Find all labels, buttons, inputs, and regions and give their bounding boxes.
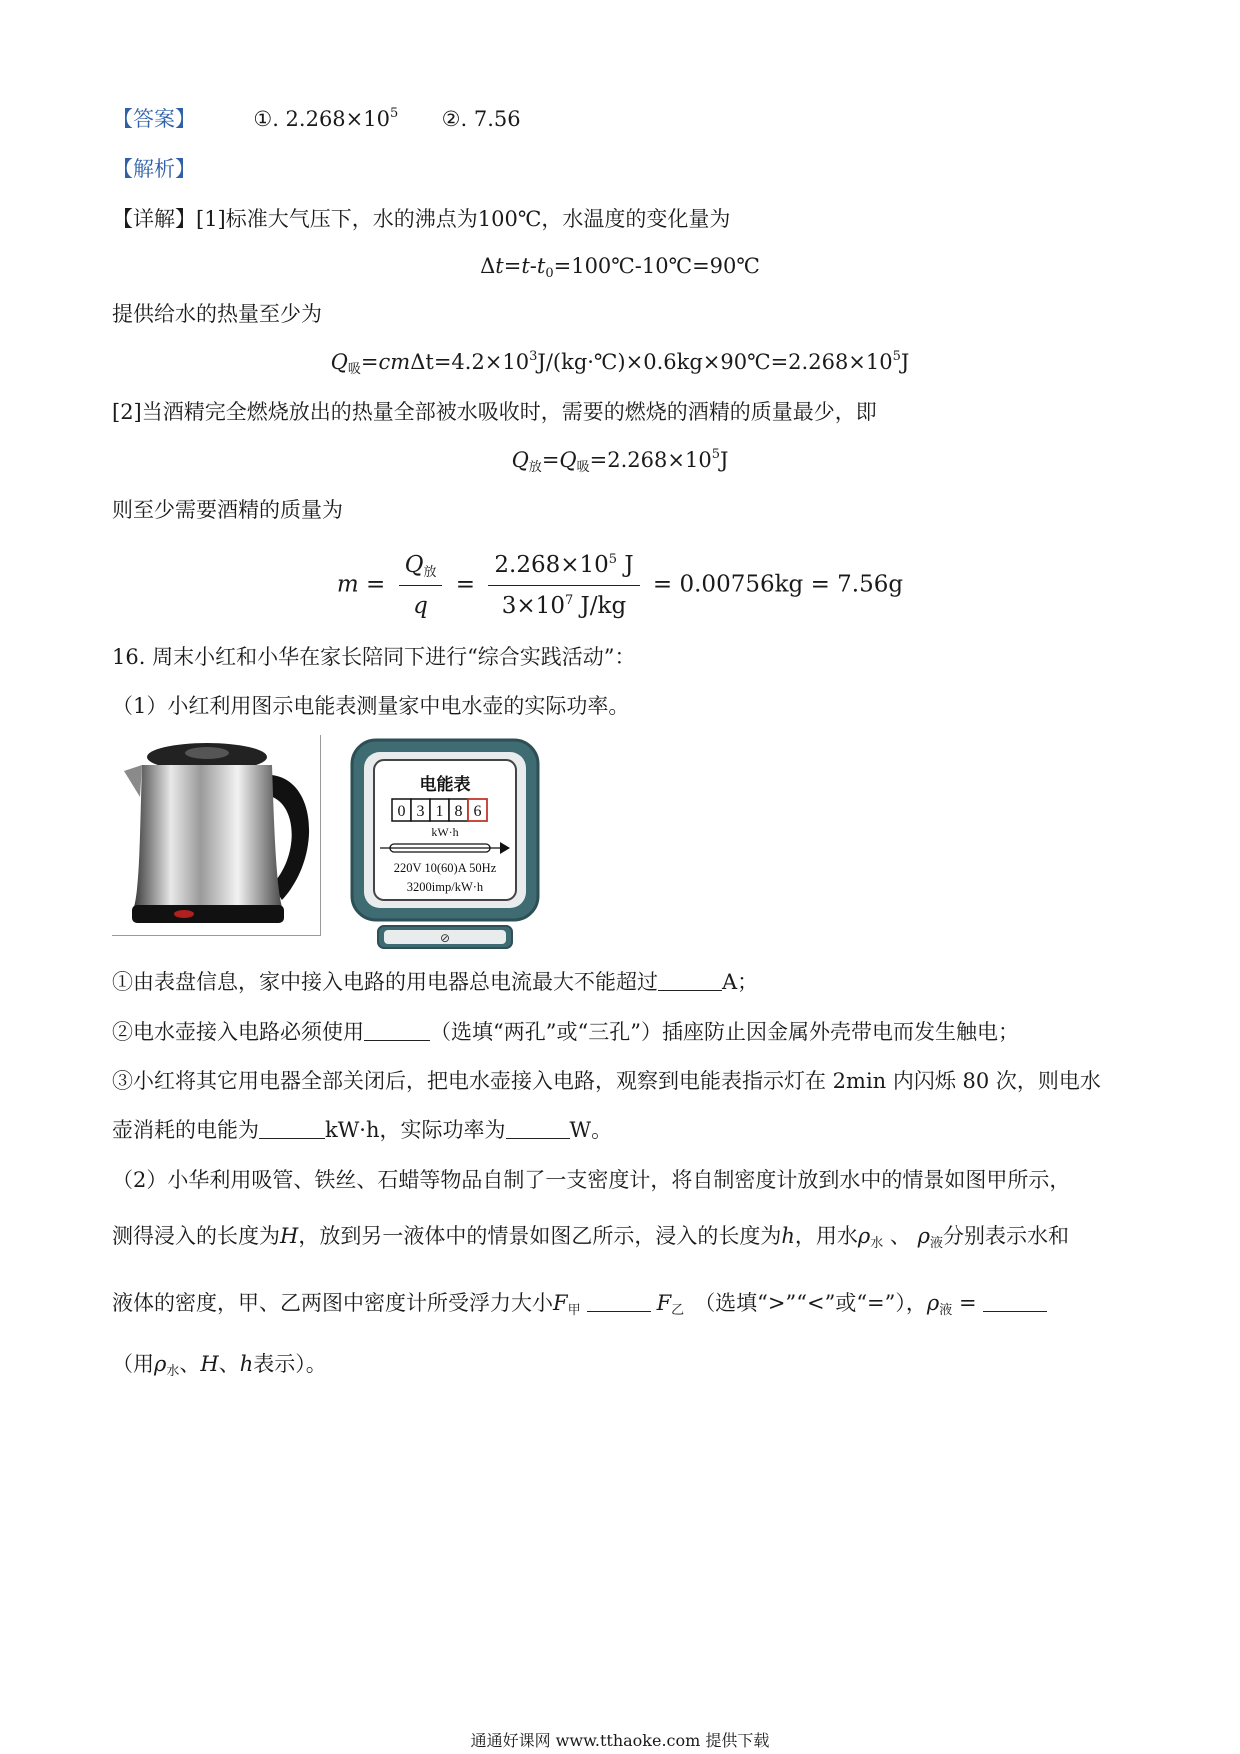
answer-label: 【答案】 [112, 107, 196, 131]
electric-energy-meter [350, 738, 540, 955]
detail-paragraph-3: [2]当酒精完全燃烧放出的热量全部被水吸收时，需要的燃烧的酒精的质量最少，即 [112, 400, 877, 424]
meter-digit: 6 [473, 803, 482, 820]
meter-unit: kW·h [431, 825, 459, 839]
question-16-part-2-line-4: （用$\rho_水$、H、h表示）。 [112, 1352, 327, 1379]
answer-blank[interactable] [983, 1289, 1047, 1312]
meter-digit: 8 [454, 803, 463, 820]
question-16-1-item-1: ①由表盘信息，家中接入电路的用电器总电流最大不能超过 A； [112, 970, 759, 994]
equation-heat-absorbed: $Q_吸=cm\Delta t=4.2\times 10^3J/(kg\cdot℃)\times 0.6kg\times 90℃=2.268\times 10^5J$ [330, 349, 910, 377]
question-16-part-2-line-2: 测得浸入的长度为H，放到另一液体中的情景如图乙所示，浸入的长度为h，用水$\rho_水$ 、 $\rho_液$分别表示水和 [112, 1224, 1069, 1251]
fraction-values: $\frac{2.268\times 10^5 J}{3\times 10^7 J/kg}$ [488, 548, 639, 623]
fraction-q-over-q: $\frac{Q_放}{q}$ [399, 548, 443, 623]
answer-blank[interactable] [259, 1116, 325, 1139]
meter-spec-imp: 3200imp/kW·h [406, 880, 484, 894]
question-16-title: 16. 周末小红和小华在家长陪同下进行“综合实践活动”： [112, 645, 636, 669]
detail-paragraph-1: 【详解】[1]标准大气压下，水的沸点为100℃，水温度的变化量为 [112, 207, 731, 231]
question-16-part-2: （2）小华利用吸管、铁丝、石蜡等物品自制了一支密度计，将自制密度计放到水中的情景如图甲所示， [112, 1168, 1071, 1192]
meter-title: 电能表 [419, 775, 471, 795]
meter-digits [392, 799, 487, 821]
analysis-label: 【解析】 [112, 157, 196, 181]
answer-item-1: ①. $2.268\times 10^5$ [253, 106, 399, 131]
answer-blank[interactable] [506, 1116, 570, 1139]
electric-kettle-image [112, 735, 321, 936]
detail-paragraph-4: 则至少需要酒精的质量为 [112, 498, 343, 522]
answer-item-2: ②. 7.56 [441, 107, 521, 131]
answer-blank[interactable] [364, 1018, 430, 1041]
equation-alcohol-mass: m = $\frac{Q_放}{q}$ = $\frac{2.268\times 10^5 J}{3\times 10^7 J/kg}$ = 0.00756kg = 7.56g [0, 548, 1240, 623]
equation-heat-equal: $Q_放=Q_吸=2.268\times 10^5J$ [511, 447, 729, 475]
meter-digit: 0 [397, 803, 406, 820]
detail-paragraph-2: 提供给水的热量至少为 [112, 302, 322, 326]
page-footer: 通通好课网 www.tthaoke.com 提供下载 [470, 1731, 770, 1750]
question-16-1-item-3: ③小红将其它用电器全部关闭后，把电水壶接入电路，观察到电能表指示灯在 2min 内闪烁 80 次，则电水 [112, 1069, 1101, 1093]
question-16-1-item-3-cont: 壶消耗的电能为 kW·h，实际功率为 W。 [112, 1118, 613, 1142]
meter-digit: 1 [435, 803, 444, 820]
detail-label: 【详解】 [112, 207, 196, 231]
answer-line [112, 105, 521, 133]
answer-blank[interactable] [658, 968, 722, 991]
answer-blank[interactable] [587, 1289, 651, 1312]
meter-spec-voltage: 220V 10(60)A 50Hz [393, 861, 497, 875]
meter-seal-icon: ⊘ [439, 931, 451, 945]
meter-digit: 3 [416, 803, 425, 820]
equation-temperature-change: $\Delta t=t-t_0=100℃-10℃=90℃$ [480, 254, 760, 281]
question-16-1-item-2: ②电水壶接入电路必须使用 （选填“两孔”或“三孔”）插座防止因金属外壳带电而发生触电； [112, 1020, 1019, 1044]
kettle-icon [112, 735, 320, 935]
question-16-part-1: （1）小红利用图示电能表测量家中电水壶的实际功率。 [112, 694, 630, 718]
question-16-part-2-line-3: 液体的密度，甲、乙两图中密度计所受浮力大小$F_甲$ $F_乙$ （选填“>”“<”或“=”），$\rho_液$ = [112, 1289, 1047, 1317]
